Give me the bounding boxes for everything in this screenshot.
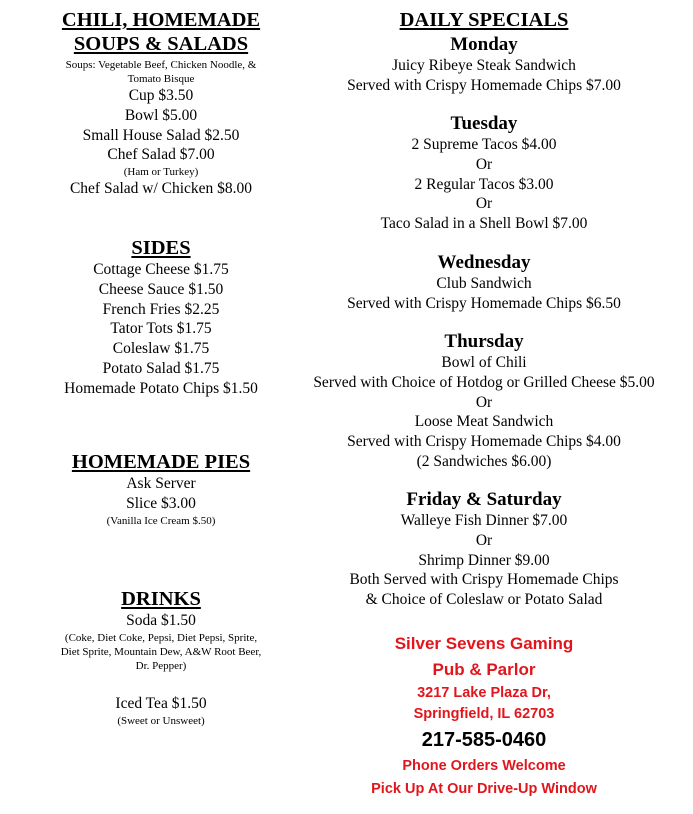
soda-note-line-3: Dr. Pepper) bbox=[135, 659, 187, 672]
menu-item: Potato Salad $1.75 bbox=[102, 359, 220, 377]
address-line-2: Springfield, IL 62703 bbox=[413, 706, 555, 722]
menu-item: Cup $3.50 bbox=[128, 87, 194, 104]
soda-note-line-1: (Coke, Diet Coke, Pepsi, Diet Pepsi, Sprite, bbox=[64, 631, 258, 644]
day-heading-thursday: Thursday bbox=[444, 331, 524, 352]
special-line: Juicy Ribeye Steak Sandwich bbox=[392, 57, 576, 74]
menu-item: Slice $3.00 bbox=[126, 494, 196, 512]
section-title-daily-specials: DAILY SPECIALS bbox=[399, 9, 569, 31]
drive-up-note: Pick Up At Our Drive-Up Window bbox=[371, 781, 597, 797]
tea-note: (Sweet or Unsweet) bbox=[117, 714, 205, 727]
phone-number: 217-585-0460 bbox=[421, 729, 547, 751]
day-heading-monday: Monday bbox=[450, 34, 518, 55]
address-line-1: 3217 Lake Plaza Dr, bbox=[417, 685, 551, 701]
chef-salad-note: (Ham or Turkey) bbox=[123, 166, 199, 179]
special-line: 2 Supreme Tacos $4.00 bbox=[411, 136, 557, 153]
menu-item: Soda $1.50 bbox=[126, 612, 196, 629]
menu-item: Chef Salad $7.00 bbox=[107, 146, 215, 164]
thursday-special bbox=[290, 331, 678, 472]
day-heading-tuesday: Tuesday bbox=[450, 113, 518, 134]
menu-item: Cheese Sauce $1.50 bbox=[98, 280, 224, 298]
phone-orders-note: Phone Orders Welcome bbox=[402, 758, 566, 774]
homemade-pies-section bbox=[30, 450, 292, 528]
soups-note-line-2: Tomato Bisque bbox=[127, 73, 195, 85]
menu-item: Bowl $5.00 bbox=[124, 106, 198, 124]
special-line: 2 Regular Tacos $3.00 bbox=[414, 175, 554, 193]
wednesday-special bbox=[290, 252, 678, 314]
special-line: Served with Crispy Homemade Chips $4.00 bbox=[347, 433, 621, 451]
special-line: Or bbox=[475, 155, 493, 173]
special-line: Loose Meat Sandwich bbox=[414, 413, 554, 431]
pies-note: (Vanilla Ice Cream $.50) bbox=[106, 514, 216, 527]
contact-info bbox=[290, 631, 678, 801]
soda-note-line-2: Diet Sprite, Mountain Dew, A&W Root Beer, bbox=[60, 645, 262, 658]
sides-section bbox=[30, 236, 292, 399]
soups-note-line-1: Soups: Vegetable Beef, Chicken Noodle, & bbox=[65, 59, 257, 71]
special-line: Bowl of Chili bbox=[441, 354, 527, 371]
special-line: Or bbox=[475, 531, 493, 549]
special-line: Served with Crispy Homemade Chips $7.00 bbox=[347, 76, 621, 94]
section-title-sides: SIDES bbox=[131, 237, 191, 259]
special-line: & Choice of Coleslaw or Potato Salad bbox=[365, 591, 603, 609]
special-line: Both Served with Crispy Homemade Chips bbox=[349, 571, 619, 589]
day-heading-wednesday: Wednesday bbox=[437, 252, 531, 273]
menu-item: Chef Salad w/ Chicken $8.00 bbox=[69, 180, 253, 198]
friday-saturday-special bbox=[290, 489, 678, 610]
menu-item: Coleslaw $1.75 bbox=[112, 340, 210, 358]
business-name-line-2: Pub & Parlor bbox=[432, 660, 536, 679]
menu-item: French Fries $2.25 bbox=[102, 300, 220, 318]
section-title-chili: CHILI, HOMEMADE bbox=[61, 9, 261, 31]
special-line: Walleye Fish Dinner $7.00 bbox=[400, 512, 568, 529]
special-line: Club Sandwich bbox=[436, 275, 532, 292]
special-line: Taco Salad in a Shell Bowl $7.00 bbox=[380, 215, 588, 233]
special-line: Shrimp Dinner $9.00 bbox=[418, 551, 550, 569]
menu-item: Homemade Potato Chips $1.50 bbox=[64, 379, 258, 397]
business-name-line-1: Silver Sevens Gaming bbox=[394, 634, 574, 653]
daily-specials-header bbox=[290, 8, 678, 32]
section-title-drinks: DRINKS bbox=[121, 588, 201, 610]
tuesday-special bbox=[290, 113, 678, 234]
special-line: Or bbox=[475, 195, 493, 213]
drinks-section bbox=[30, 587, 292, 728]
special-line: Served with Choice of Hotdog or Grilled Cheese $5.00 bbox=[313, 373, 655, 391]
special-line: Or bbox=[475, 393, 493, 411]
special-line: Served with Crispy Homemade Chips $6.50 bbox=[347, 294, 621, 312]
day-heading-friday-saturday: Friday & Saturday bbox=[406, 489, 562, 510]
section-title-soups-salads: SOUPS & SALADS bbox=[73, 33, 249, 55]
special-line: (2 Sandwiches $6.00) bbox=[416, 452, 552, 470]
menu-item: Small House Salad $2.50 bbox=[82, 126, 240, 144]
section-title-pies: HOMEMADE PIES bbox=[71, 451, 251, 473]
monday-special bbox=[290, 34, 678, 96]
menu-item: Cottage Cheese $1.75 bbox=[93, 261, 229, 278]
menu-item: Iced Tea $1.50 bbox=[115, 694, 207, 712]
menu-item: Ask Server bbox=[126, 475, 196, 492]
menu-item: Tator Tots $1.75 bbox=[110, 320, 212, 338]
chili-soups-salads-section bbox=[30, 8, 292, 199]
